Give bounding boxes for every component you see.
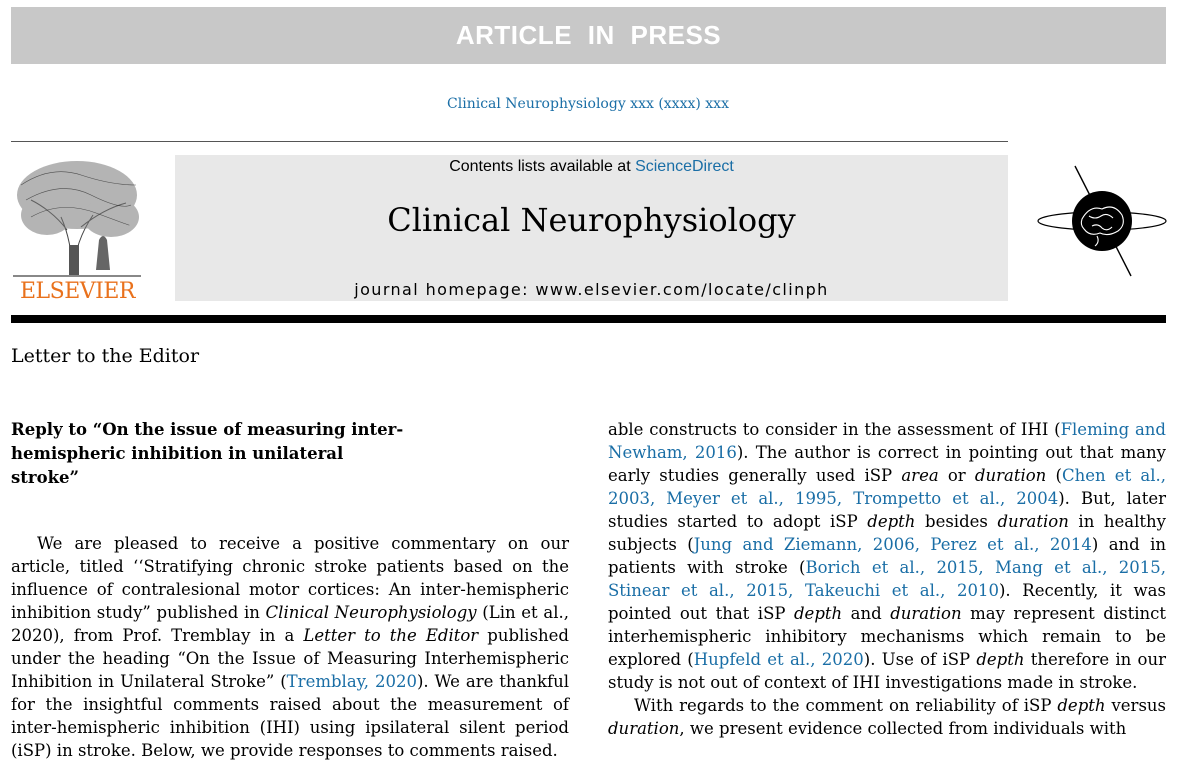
publisher-wordmark: ELSEVIER bbox=[19, 279, 135, 304]
emphasis-text: depth bbox=[976, 650, 1025, 669]
body-text: ). Recently, it was pointed out that iSP bbox=[608, 581, 1166, 623]
body-text: ). The author is correct in pointing out that many early studies generally used iSP bbox=[608, 443, 1167, 485]
header-rule bbox=[11, 315, 1166, 323]
body-text: able constructs to consider in the assessment of IHI ( bbox=[608, 420, 1061, 439]
body-text: may represent distinct interhemispheric inhibitory mechanisms which remain to be explored ( bbox=[608, 604, 1166, 669]
brain-globe-icon bbox=[1037, 164, 1167, 279]
emphasis-text: area bbox=[901, 466, 939, 485]
body-text: ). We are thankful for the insightful comments raised about the measurement of inter-hemispheric inhibition (IHI) using ipsilateral silent period (iSP) in stroke. Below, we provide responses to comments raised. bbox=[11, 672, 570, 760]
emphasis-text: duration bbox=[890, 604, 962, 623]
journal-reference[interactable]: Clinical Neurophysiology xxx (xxxx) xxx bbox=[447, 96, 729, 112]
body-text: besides bbox=[915, 512, 998, 531]
article-type-label: Letter to the Editor bbox=[11, 345, 200, 367]
body-text: therefore in our study is not out of context of IHI investigations made in stroke. bbox=[608, 650, 1166, 692]
journal-title: Clinical Neurophysiology bbox=[387, 201, 796, 239]
emphasis-text: depth bbox=[1057, 696, 1106, 715]
body-paragraph-2 bbox=[608, 694, 1166, 740]
sciencedirect-link[interactable]: ScienceDirect bbox=[635, 158, 734, 175]
article-in-press-banner bbox=[11, 7, 1166, 64]
header-divider bbox=[11, 141, 1008, 142]
journal-homepage[interactable]: journal homepage: www.elsevier.com/locate/clinph bbox=[354, 280, 829, 299]
emphasis-text: Clinical Neurophysiology bbox=[265, 603, 477, 622]
body-paragraph-1 bbox=[608, 418, 1166, 694]
citation-link[interactable]: Hupfeld et al., 2020 bbox=[693, 650, 864, 669]
body-text: (Lin et al., 2020), from Prof. Tremblay in a bbox=[11, 603, 569, 645]
journal-header-box bbox=[175, 155, 1008, 301]
body-text: versus bbox=[1105, 696, 1167, 715]
journal-cover-logo bbox=[1037, 164, 1167, 279]
body-text: ) and in patients with stroke ( bbox=[608, 535, 1167, 577]
contents-prefix: Contents lists available at bbox=[449, 158, 636, 175]
citation-link[interactable]: Jung and Ziemann, 2006, Perez et al., 2014 bbox=[693, 535, 1092, 554]
body-text: We are pleased to receive a positive commentary on our article, titled ‘‘Stratifying chronic stroke patients based on the influence of contralesional motor cortices: An inter-hemispheric inhibition study” published in bbox=[11, 534, 569, 622]
emphasis-text: duration bbox=[608, 719, 680, 738]
citation-link[interactable]: Borich et al., 2015, Mang et al., 2015, Stinear et al., 2015, Takeuchi et al., 2010 bbox=[608, 558, 1167, 600]
citation-link[interactable]: Fleming and Newham, 2016 bbox=[608, 420, 1166, 462]
intro-paragraph bbox=[11, 532, 569, 762]
emphasis-text: duration bbox=[997, 512, 1069, 531]
elsevier-logo[interactable] bbox=[11, 155, 144, 303]
body-text: ). Use of iSP bbox=[863, 650, 977, 669]
banner-text: ARTICLE IN PRESS bbox=[455, 20, 722, 50]
citation-link[interactable]: Tremblay, 2020 bbox=[286, 672, 417, 691]
body-text: or bbox=[938, 466, 975, 485]
body-text: published under the heading “On the Issue of Measuring Interhemispheric Inhibition in Unilateral Stroke” ( bbox=[11, 626, 569, 691]
body-text: in healthy subjects ( bbox=[608, 512, 1166, 554]
body-text: ). But, later studies started to adopt iSP bbox=[608, 489, 1166, 531]
body-text: With regards to the comment on reliability of iSP bbox=[634, 696, 1058, 715]
body-text: ( bbox=[1046, 466, 1062, 485]
body-text: , we present evidence collected from individuals with bbox=[679, 719, 1127, 738]
body-text: and bbox=[842, 604, 891, 623]
emphasis-text: Letter to the Editor bbox=[303, 626, 479, 645]
emphasis-text: depth bbox=[794, 604, 843, 623]
citation-link[interactable]: Chen et al., 2003, Meyer et al., 1995, Trompetto et al., 2004 bbox=[608, 466, 1167, 508]
right-column bbox=[608, 418, 1166, 740]
article-title: Reply to “On the issue of measuring inter-hemispheric inhibition in unilateral stroke” bbox=[11, 420, 404, 487]
left-column bbox=[11, 418, 569, 762]
emphasis-text: depth bbox=[867, 512, 916, 531]
contents-line bbox=[175, 156, 1008, 178]
emphasis-text: duration bbox=[974, 466, 1047, 485]
